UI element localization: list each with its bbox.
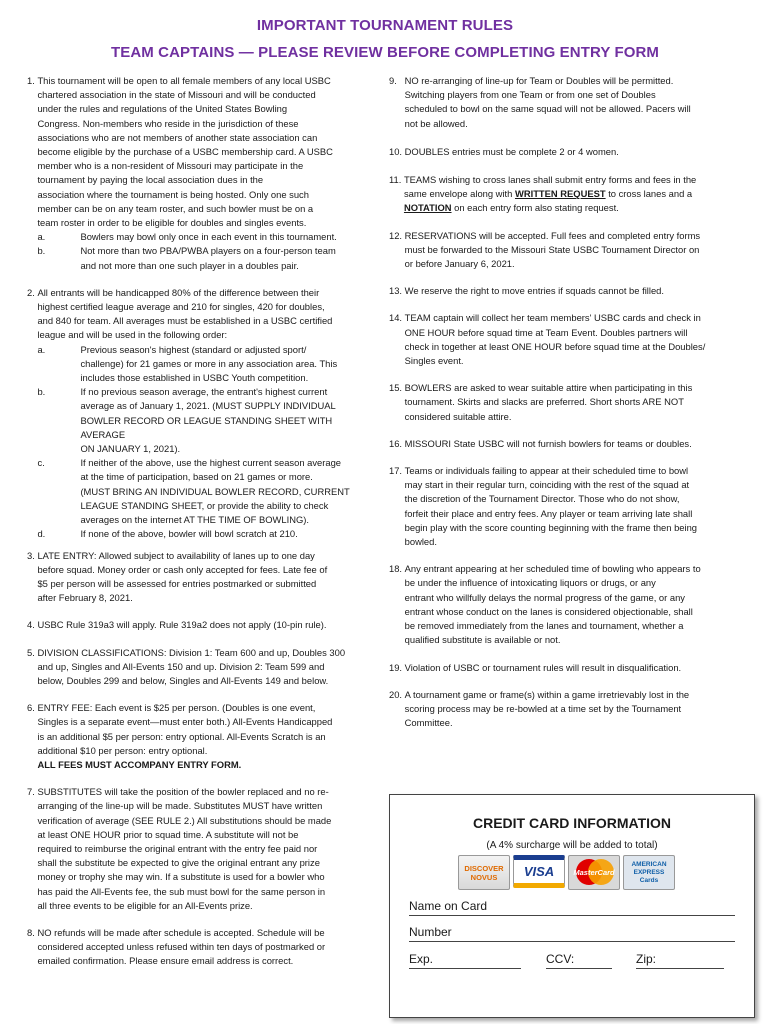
rule-line: not be allowed.	[404, 117, 468, 129]
rule-number: 8.	[27, 926, 38, 938]
rule-body	[405, 661, 736, 675]
rule-line: MISSOURI State USBC will not furnish bowlers for teams or doubles.	[404, 437, 692, 449]
rule-line: scheduled to bowl on the same squad will not be allowed. Pacers will	[404, 103, 691, 115]
rule-text: on each entry form also stating request.	[451, 202, 619, 214]
subitem-line: averages on the internet AT THE TIME OF BOWLING).	[80, 514, 309, 526]
rule-number: 18.	[389, 563, 405, 575]
page-title: IMPORTANT TOURNAMENT RULES	[256, 17, 514, 34]
left-rules-column	[27, 74, 367, 969]
subitem-body	[80, 456, 367, 527]
rule-number: 7.	[27, 786, 38, 798]
rule-line: at least ONE HOUR prior to squad time. A substitute will not be	[37, 828, 299, 840]
rule-line: may start in their regular turn, coinciding with the rest of the squad at	[404, 479, 690, 491]
rule-item	[389, 661, 736, 675]
rule-line: $5 per person will be assessed for entries postmarked or submitted	[37, 577, 317, 589]
rule-body	[37, 926, 367, 969]
rule-item	[389, 381, 736, 424]
rule-line: required to reimburse the original entrant with the entry fee paid nor	[37, 842, 318, 854]
rule-line: TEAMS wishing to cross lanes shall submit entry forms and fees in the	[403, 174, 697, 186]
written-request-emphasis: WRITTEN REQUEST	[514, 188, 606, 200]
rule-number: 6.	[27, 702, 38, 714]
subitem-label: a.	[37, 231, 46, 243]
rule-number: 17.	[389, 465, 405, 477]
rule-line: begin play with the score counting beginning with the frame then being	[404, 521, 698, 533]
rule-line: associations who are not members of another state association can	[37, 131, 318, 143]
rule-line: entrant whose conduct on the lanes is considered objectionable, shall	[404, 605, 693, 617]
rule-subitem	[37, 343, 367, 386]
rule-body	[405, 229, 736, 272]
rule-line: Singles event.	[404, 355, 464, 367]
rule-body	[405, 311, 736, 368]
rule-line: be removed immediately from the lanes and tournament, whether a	[404, 620, 684, 632]
rule-body	[37, 286, 367, 542]
rule-item	[389, 688, 736, 731]
expiration-field[interactable]: Exp.	[409, 952, 521, 969]
rule-line: DOUBLES entries must be complete 2 or 4 women.	[404, 145, 619, 157]
rule-line: arranging of the line-up will be made. Substitutes MUST have written	[37, 800, 323, 812]
rule-line: the discretion of the Tournament Director. Those who do not show,	[404, 493, 680, 505]
rule-subitem	[37, 385, 367, 456]
rule-line: additional $10 per person: entry optional.	[37, 744, 208, 756]
rule-line: verification of average (SEE RULE 2.) All substitutions should be made	[37, 814, 332, 826]
rule-number: 19.	[389, 661, 405, 673]
subitem-line: LEAGUE STANDING SHEET, or provide the ability to check	[80, 499, 329, 511]
rule-number: 4.	[27, 619, 38, 631]
rule-line: Singles is a separate event—must enter both.) All-Events Handicapped	[37, 716, 333, 728]
rule-line: and 840 for team. All averages must be established in a USBC certified	[37, 315, 333, 327]
name-on-card-field[interactable]: Name on Card	[409, 899, 735, 916]
rule-item	[389, 311, 736, 368]
rule-line: highest certified league average and 210 for singles, 420 for doubles,	[37, 301, 325, 313]
rule-item	[389, 173, 736, 216]
rule-subitem	[37, 527, 367, 541]
subitem-body	[80, 385, 367, 456]
rule-line: is an additional $5 per person: entry optional. All-Events Scratch is an	[37, 730, 326, 742]
amex-label-1: AMERICAN	[631, 860, 667, 868]
rule-line: forfeit their place and entry fees. Any player or team arriving late shall	[404, 507, 693, 519]
subitem-line: Not more than two PBA/PWBA players on a four-person team	[80, 245, 336, 257]
rule-emphasis: ALL FEES MUST ACCOMPANY ENTRY FORM.	[37, 758, 242, 770]
rule-line	[404, 201, 736, 215]
discover-label: DISCOVER	[464, 863, 504, 873]
rule-line: NO re-arranging of line-up for Team or Doubles will be permitted.	[404, 75, 674, 86]
rule-number: 1.	[27, 75, 38, 86]
rule-body	[37, 74, 367, 273]
rule-body	[405, 284, 736, 298]
rule-line: and up, Singles and All-Events 150 and up. Division 2: Team 599 and	[37, 660, 325, 672]
rule-item	[27, 618, 367, 632]
rule-line: SUBSTITUTES will take the position of the bowler replaced and no re-	[37, 786, 329, 798]
discover-card-icon	[458, 855, 510, 890]
rule-line: Committee.	[404, 717, 453, 729]
subitem-body	[80, 527, 367, 541]
rule-item	[389, 284, 736, 298]
mastercard-label: MasterCard	[573, 868, 615, 877]
subitem-line: challenge) for 21 games or more in any association area. This	[80, 357, 338, 369]
rule-line: after February 8, 2021.	[37, 592, 133, 604]
subitem-label: d.	[37, 528, 46, 540]
subitem-line: Previous season's highest (standard or adjusted sport/	[80, 343, 307, 355]
rule-line: Any entrant appearing at her scheduled time of bowling who appears to	[404, 563, 701, 575]
rule-line: NO refunds will be made after schedule is accepted. Schedule will be	[37, 926, 325, 938]
subitem-line: BOWLER RECORD OR LEAGUE STANDING SHEET WITH AVERAGE	[80, 414, 333, 440]
rule-number: 2.	[27, 286, 38, 298]
rule-subitem	[37, 244, 367, 272]
notation-emphasis: NOTATION	[403, 202, 452, 214]
rule-body	[405, 74, 736, 131]
rule-body	[37, 618, 367, 632]
rule-line: RESERVATIONS will be accepted. Full fees and completed entry forms	[404, 229, 701, 241]
subitem-label: b.	[37, 245, 46, 257]
rule-item	[389, 229, 736, 272]
subitem-body	[80, 244, 367, 272]
rule-number: 11.	[389, 174, 404, 186]
rule-number: 3.	[27, 549, 38, 561]
rule-line: bowled.	[404, 536, 437, 548]
rule-body	[37, 785, 367, 913]
rule-item	[27, 74, 367, 273]
subitem-line: and not more than one such player in a doubles pair.	[80, 259, 299, 271]
rule-body	[404, 173, 736, 216]
rule-item	[389, 145, 736, 159]
rule-item	[389, 437, 736, 451]
subitem-line: If none of the above, bowler will bowl scratch at 210.	[80, 528, 298, 540]
rule-line: member can be on any team roster, and such bowler must be on a	[37, 202, 314, 214]
rule-line: ONE HOUR before squad time at Team Event. Doubles partners will	[404, 326, 688, 338]
rule-number: 12.	[389, 229, 405, 241]
rule-line: chartered association in the state of Missouri and will be conducted	[37, 89, 316, 101]
card-number-field[interactable]: Number	[409, 925, 735, 942]
rule-line: association where the tournament is being hosted. Only one such	[37, 188, 309, 200]
rule-text: same envelope along with	[403, 188, 515, 200]
rule-body	[37, 701, 367, 772]
amex-label-2: EXPRESS	[633, 868, 665, 876]
rule-number: 10.	[389, 145, 405, 157]
rule-item	[27, 926, 367, 969]
rule-line: tournament. Skirts and slacks are preferred. Short shorts ARE NOT	[404, 396, 684, 408]
rule-line: Violation of USBC or tournament rules will result in disqualification.	[404, 661, 682, 673]
rule-number: 20.	[389, 688, 405, 700]
rule-line: league and will be used in the following order:	[37, 329, 228, 341]
rule-line: below, Doubles 299 and below, Singles and All-Events 149 and below.	[37, 674, 329, 686]
rule-line: BOWLERS are asked to wear suitable attire when participating in this	[404, 382, 693, 394]
subitem-line: If neither of the above, use the highest current season average	[80, 457, 342, 469]
rule-line: DIVISION CLASSIFICATIONS: Division 1: Team 600 and up, Doubles 300	[37, 646, 346, 658]
right-rules-column	[389, 74, 736, 730]
credit-card-title: CREDIT CARD INFORMATION	[472, 815, 672, 831]
subitem-label: a.	[37, 343, 46, 355]
rule-line: ENTRY FEE: Each event is $25 per person. (Doubles is one event,	[37, 702, 316, 714]
rule-line: all three events to be eligible for an All-Events prize.	[37, 899, 253, 911]
visa-card-icon	[513, 855, 565, 888]
rule-body	[405, 464, 736, 549]
rule-line: A tournament game or frame(s) within a game irretrievably lost in the	[404, 688, 690, 700]
ccv-field[interactable]: CCV:	[546, 952, 612, 969]
rule-item	[27, 646, 367, 689]
rule-line: considered accepted unless refused within ten days of postmarked or	[37, 941, 326, 953]
rule-line: shall the substitute be expected to give the original entrant any prize	[37, 857, 320, 869]
rule-item	[389, 464, 736, 549]
rule-line: scoring process may be re-bowled at a time set by the Tournament	[404, 702, 682, 714]
surcharge-note: (A 4% surcharge will be added to total)	[486, 840, 658, 851]
rule-line: This tournament will be open to all female members of any local USBC	[37, 75, 331, 86]
rule-line: or before January 6, 2021.	[404, 258, 515, 270]
subitem-label: b.	[37, 386, 46, 398]
rule-item	[389, 74, 736, 131]
credit-card-box	[389, 794, 755, 1018]
rule-body	[37, 646, 367, 689]
rule-number: 15.	[389, 382, 405, 394]
rule-body	[405, 145, 736, 159]
rule-line: before squad. Money order or cash only accepted for fees. Late fee of	[37, 563, 328, 575]
subitem-label: c.	[37, 457, 45, 469]
rule-line: Switching players from one Team or from one set of Doubles	[404, 89, 656, 101]
rule-line: We reserve the right to move entries if squads cannot be filled.	[404, 285, 664, 297]
rule-text: to cross lanes and a	[605, 188, 693, 200]
subitem-line: average as of January 1, 2021. (MUST SUPPLY INDIVIDUAL	[80, 400, 336, 412]
rule-body	[405, 437, 736, 451]
subitem-line: ON JANUARY 1, 2021).	[80, 443, 181, 455]
card-logos	[458, 855, 675, 890]
subitem-line: includes those established in USBC Youth competition.	[80, 372, 309, 384]
rule-line: Congress. Non-members who reside in the jurisdiction of these	[37, 117, 299, 129]
subitem-body	[80, 230, 367, 244]
subitem-line: (MUST BRING AN INDIVIDUAL BOWLER RECORD, CURRENT	[80, 485, 350, 497]
visa-label: VISA	[523, 864, 555, 879]
rule-line	[404, 187, 736, 201]
rule-line: must be forwarded to the Missouri State USBC Tournament Director on	[404, 243, 700, 255]
rule-line: be under the influence of intoxicating liquors or drugs, or any	[404, 577, 656, 589]
novus-label: NOVUS	[470, 872, 498, 882]
rule-line: tournament by paying the local association dues in the	[37, 174, 264, 186]
rule-line: entrant who willfully delays the normal progress of the game, or any	[404, 591, 685, 603]
mastercard-card-icon	[568, 855, 620, 890]
amex-card-icon	[623, 855, 675, 890]
rule-item	[27, 549, 367, 606]
rule-body	[405, 562, 736, 647]
rule-subitem	[37, 230, 367, 244]
rule-item	[27, 785, 367, 913]
page-subtitle: TEAM CAPTAINS — PLEASE REVIEW BEFORE COMPLETING ENTRY FORM	[110, 44, 660, 61]
zip-field[interactable]: Zip:	[636, 952, 724, 969]
rule-number: 16.	[389, 437, 405, 449]
rule-line: money or trophy she may win. If a substitute is used for a bowler who	[37, 871, 325, 883]
rule-line: considered suitable attire.	[404, 410, 512, 422]
rule-line: All entrants will be handicapped 80% of the difference between their	[37, 286, 320, 298]
rule-line: check in together at least ONE HOUR before squad time at the Doubles/	[404, 340, 706, 352]
rule-line: Teams or individuals failing to appear at their scheduled time to bowl	[404, 465, 689, 477]
rule-item	[27, 286, 367, 542]
rule-item	[389, 562, 736, 647]
subitem-line: If no previous season average, the entrant's highest current	[80, 386, 328, 398]
rule-number: 14.	[389, 312, 405, 324]
rule-line: TEAM captain will collect her team members' USBC cards and check in	[404, 312, 701, 324]
rule-line: member who is a non-resident of Missouri may participate in the	[37, 160, 304, 172]
rule-line: emailed confirmation. Please ensure email address is correct.	[37, 955, 294, 967]
amex-label-3: Cards	[639, 876, 659, 884]
rule-line: USBC Rule 319a3 will apply. Rule 319a2 does not apply (10-pin rule).	[37, 619, 327, 631]
rule-body	[405, 688, 736, 731]
rule-body	[405, 381, 736, 424]
rule-number: 13.	[389, 285, 405, 297]
subitem-line: at the time of participation, based on 21 games or more.	[80, 471, 313, 483]
rule-number: 5.	[27, 646, 38, 658]
rule-line: team roster in order to be eligible for doubles and singles events.	[37, 217, 307, 229]
rule-item	[27, 701, 367, 772]
rule-line: become eligible by the purchase of a USBC membership card. A USBC	[37, 146, 333, 158]
subitem-body	[80, 343, 367, 386]
rule-line: qualified substitute is available or not.	[404, 634, 561, 646]
rule-line: LATE ENTRY: Allowed subject to availability of lanes up to one day	[37, 549, 315, 561]
rule-body	[37, 549, 367, 606]
rule-line: has paid the All-Events fee, the sub must bowl for the same person in	[37, 885, 326, 897]
subitem-line: Bowlers may bowl only once in each event in this tournament.	[80, 231, 337, 243]
rule-line: under the rules and regulations of the United States Bowling	[37, 103, 288, 115]
rule-subitem	[37, 456, 367, 527]
rule-number: 9.	[389, 75, 405, 86]
